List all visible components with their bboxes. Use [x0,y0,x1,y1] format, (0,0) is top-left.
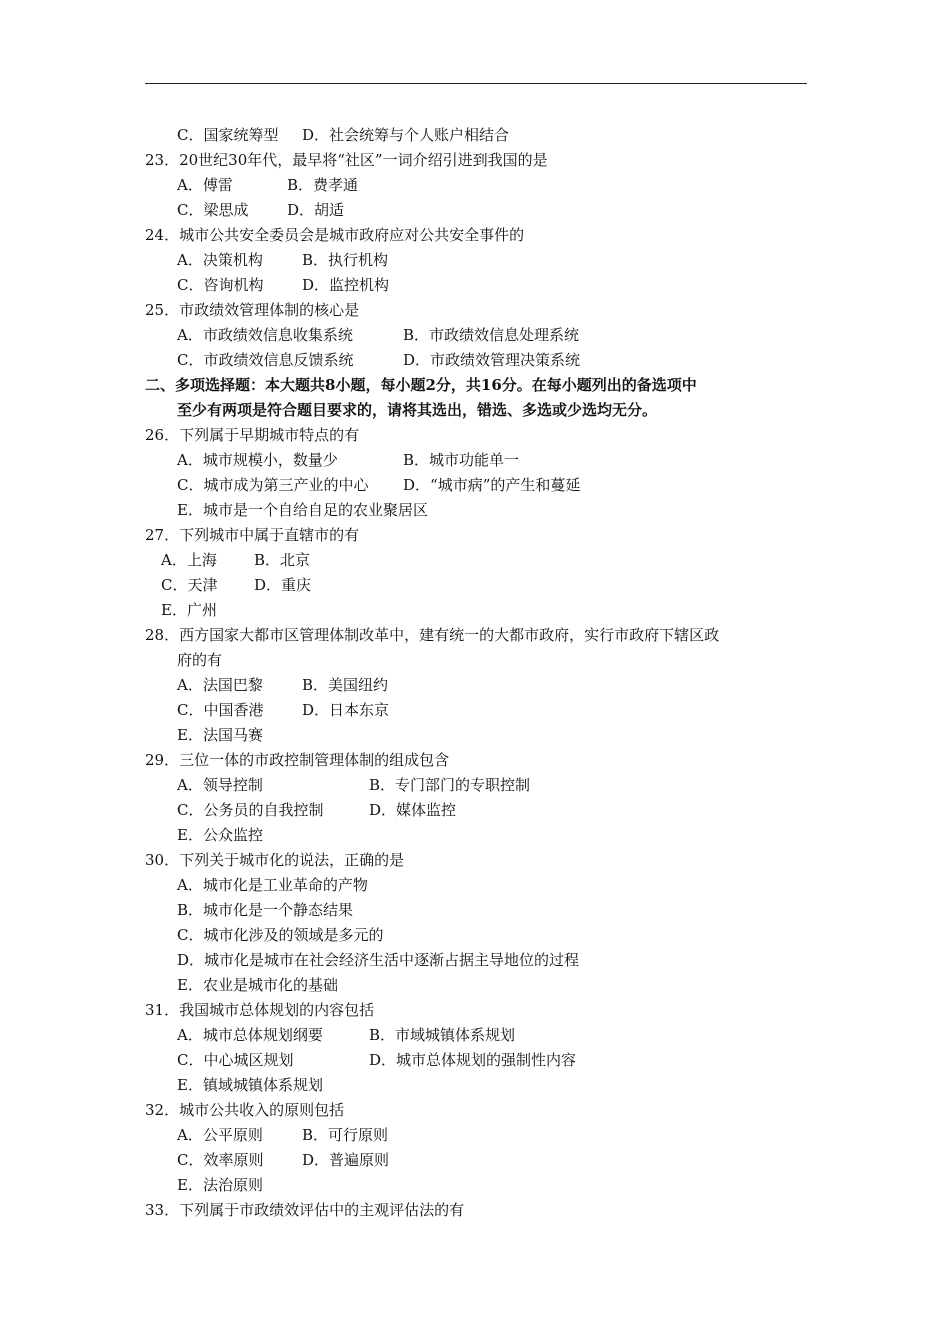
option-b: B．北京 [254,551,311,569]
option-a: A．法国巴黎 [177,676,263,694]
option-b: B．执行机构 [302,251,389,269]
option-row [145,1123,805,1148]
option-row [145,1048,805,1073]
question-33: 33．下列属于市政绩效评估中的主观评估法的有 [145,1201,465,1219]
question-32: 32．城市公共收入的原则包括 [145,1101,345,1119]
option-a: A．城市总体规划纲要 [177,1026,323,1044]
option-d: D．日本东京 [302,701,390,719]
option-a: A．城市规模小，数量少 [177,451,338,469]
exam-page [145,123,805,1223]
option-c: C．效率原则 [177,1151,264,1169]
option-d: D．城市化是城市在社会经济生活中逐渐占据主导地位的过程 [177,951,580,969]
option-b: B．市政绩效信息处理系统 [403,326,580,344]
option-e: E．镇域城镇体系规划 [177,1076,323,1094]
question-28: 28．西方国家大都市区管理体制改革中，建有统一的大都市政府，实行市政府下辖区政 [145,626,720,644]
option-d: D．城市总体规划的强制性内容 [369,1051,577,1069]
section-heading-cont: 至少有两项是符合题目要求的，请将其选出，错选、多选或少选均无分。 [177,401,658,419]
option-d: D．媒体监控 [369,801,457,819]
section-heading: 二、多项选择题：本大题共8小题，每小题2分，共16分。在每小题列出的备选项中 [145,376,697,394]
option-d: D．社会统筹与个人账户相结合 [302,126,510,144]
option-b: B．城市功能单一 [403,451,520,469]
option-a: A．领导控制 [177,776,263,794]
option-c: C．城市化涉及的领域是多元的 [177,926,384,944]
option-b: B．可行原则 [302,1126,389,1144]
question-30: 30．下列关于城市化的说法，正确的是 [145,851,405,869]
question-31: 31．我国城市总体规划的内容包括 [145,1001,375,1019]
option-c: C．市政绩效信息反馈系统 [177,351,354,369]
option-row [145,123,805,148]
option-c: C．城市成为第三产业的中心 [177,476,369,494]
option-c: C．公务员的自我控制 [177,801,324,819]
option-c: C．国家统筹型 [177,126,279,144]
question-24: 24．城市公共安全委员会是城市政府应对公共安全事件的 [145,226,525,244]
option-row [145,1148,805,1173]
option-d: D．胡适 [287,201,345,219]
question-25: 25．市政绩效管理体制的核心是 [145,301,360,319]
option-d: D．“城市病”的产生和蔓延 [403,476,581,494]
option-d: D．市政绩效管理决策系统 [403,351,581,369]
option-d: D．监控机构 [302,276,390,294]
option-row [145,1023,805,1048]
option-b: B．费孝通 [287,176,359,194]
option-a: A．决策机构 [177,251,263,269]
option-row [145,448,805,473]
option-c: C．中国香港 [177,701,264,719]
option-e: E．城市是一个自给自足的农业聚居区 [177,501,428,519]
option-row [145,323,805,348]
option-row [145,698,805,723]
option-d: D．普遍原则 [302,1151,390,1169]
option-d: D．重庆 [254,576,312,594]
option-b: B．市域城镇体系规划 [369,1026,516,1044]
option-row [145,248,805,273]
option-b: B．专门部门的专职控制 [369,776,531,794]
question-29: 29．三位一体的市政控制管理体制的组成包含 [145,751,450,769]
option-b: B．城市化是一个静态结果 [177,901,354,919]
option-e: E．广州 [161,601,217,619]
option-c: C．天津 [161,576,218,594]
question-26: 26．下列属于早期城市特点的有 [145,426,360,444]
option-a: A．上海 [161,551,217,569]
option-e: E．公众监控 [177,826,263,844]
option-a: A．城市化是工业革命的产物 [177,876,368,894]
option-row [145,198,805,223]
option-a: A．傅雷 [177,176,233,194]
option-row [145,673,805,698]
question-28-cont: 府的有 [177,651,223,669]
option-row [145,473,805,498]
option-a: A．市政绩效信息收集系统 [177,326,353,344]
option-row [145,773,805,798]
option-e: E．农业是城市化的基础 [177,976,338,994]
option-b: B．美国纽约 [302,676,389,694]
option-e: E．法国马赛 [177,726,263,744]
option-row [145,173,805,198]
option-e: E．法治原则 [177,1176,263,1194]
option-row [145,573,805,598]
question-27: 27．下列城市中属于直辖市的有 [145,526,360,544]
option-row [145,348,805,373]
option-c: C．梁思成 [177,201,249,219]
header-rule [145,83,807,84]
option-row [145,798,805,823]
option-c: C．中心城区规划 [177,1051,294,1069]
option-c: C．咨询机构 [177,276,264,294]
option-row [145,548,805,573]
option-a: A．公平原则 [177,1126,263,1144]
option-row [145,273,805,298]
question-23: 23．20世纪30年代，最早将“社区”一词介绍引进到我国的是 [145,151,548,169]
